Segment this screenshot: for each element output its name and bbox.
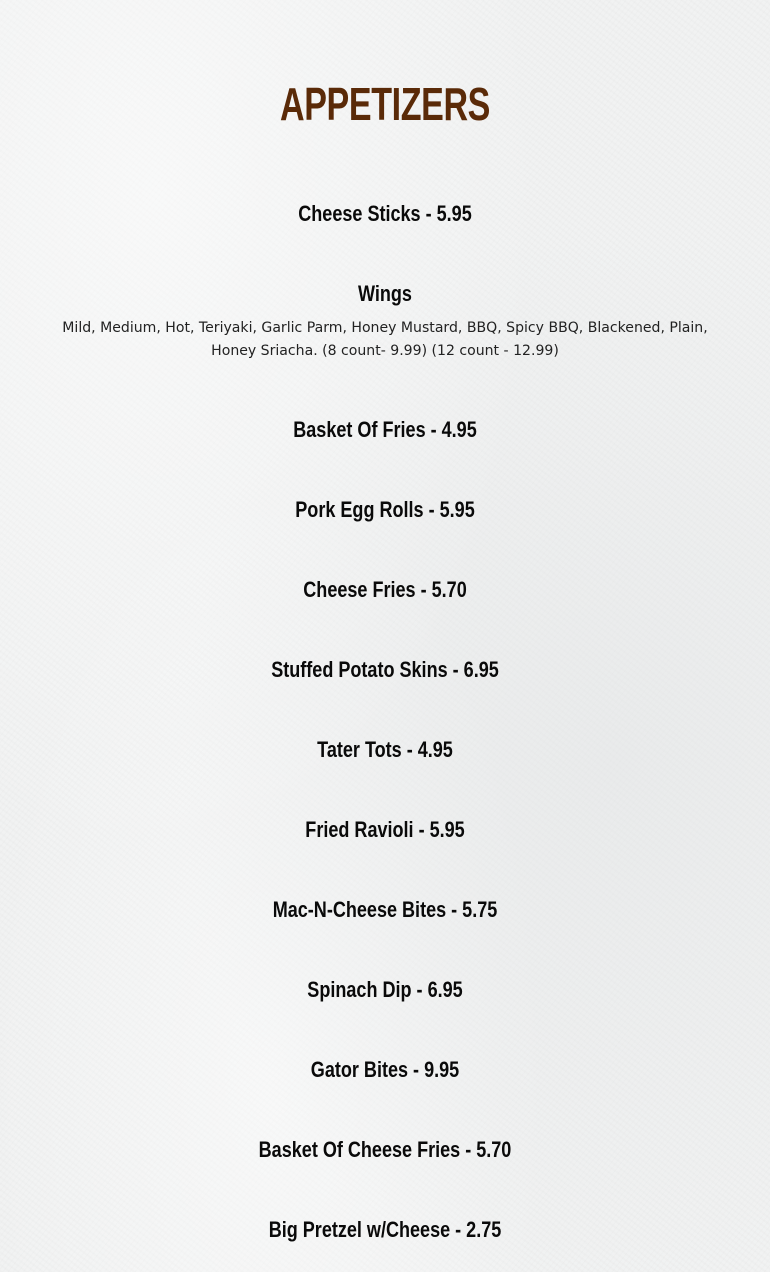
menu-item-name: Spinach Dip - 6.95 <box>307 977 463 1002</box>
menu-item-stuffed-potato-skins <box>0 655 770 685</box>
menu-item-basket-of-cheese-fries <box>0 1135 770 1165</box>
menu-item-spinach-dip <box>0 975 770 1005</box>
menu-item-fried-ravioli <box>0 815 770 845</box>
menu-item-cheese-fries <box>0 575 770 605</box>
menu-item-name: Stuffed Potato Skins - 6.95 <box>271 657 499 682</box>
menu-item-name: Wings <box>358 281 412 306</box>
menu-item-name: Gator Bites - 9.95 <box>310 1057 460 1082</box>
menu-item-name: Cheese Sticks - 5.95 <box>298 201 472 226</box>
menu-item-cheese-sticks <box>0 199 770 229</box>
menu-item-mac-n-cheese-bites <box>0 895 770 925</box>
menu-item-pork-egg-rolls <box>0 495 770 525</box>
menu-item-name: Mac-N-Cheese Bites - 5.75 <box>272 897 498 922</box>
menu-item-description: Mild, Medium, Hot, Teriyaki, Garlic Parm, Honey Mustard, BBQ, Spicy BBQ, Blackened, Plain, Honey Sriacha. (8 count- 9.99) (12 count - 12.99) <box>62 320 708 359</box>
menu-item-gator-bites <box>0 1055 770 1085</box>
menu-item-big-pretzel-with-cheese <box>0 1215 770 1245</box>
menu-item-wings <box>0 279 770 363</box>
menu-item-name: Pork Egg Rolls - 5.95 <box>295 497 475 522</box>
menu-item-name: Fried Ravioli - 5.95 <box>305 817 465 842</box>
menu-item-name: Tater Tots - 4.95 <box>317 737 453 762</box>
menu-item-name: Big Pretzel w/Cheese - 2.75 <box>268 1217 502 1242</box>
section-title: APPETIZERS <box>279 78 491 130</box>
menu-item-name: Basket Of Fries - 4.95 <box>293 417 477 442</box>
menu-item-basket-of-fries <box>0 415 770 445</box>
menu-item-name: Basket Of Cheese Fries - 5.70 <box>258 1137 512 1162</box>
menu-item-tater-tots <box>0 735 770 765</box>
menu-item-name: Cheese Fries - 5.70 <box>303 577 467 602</box>
